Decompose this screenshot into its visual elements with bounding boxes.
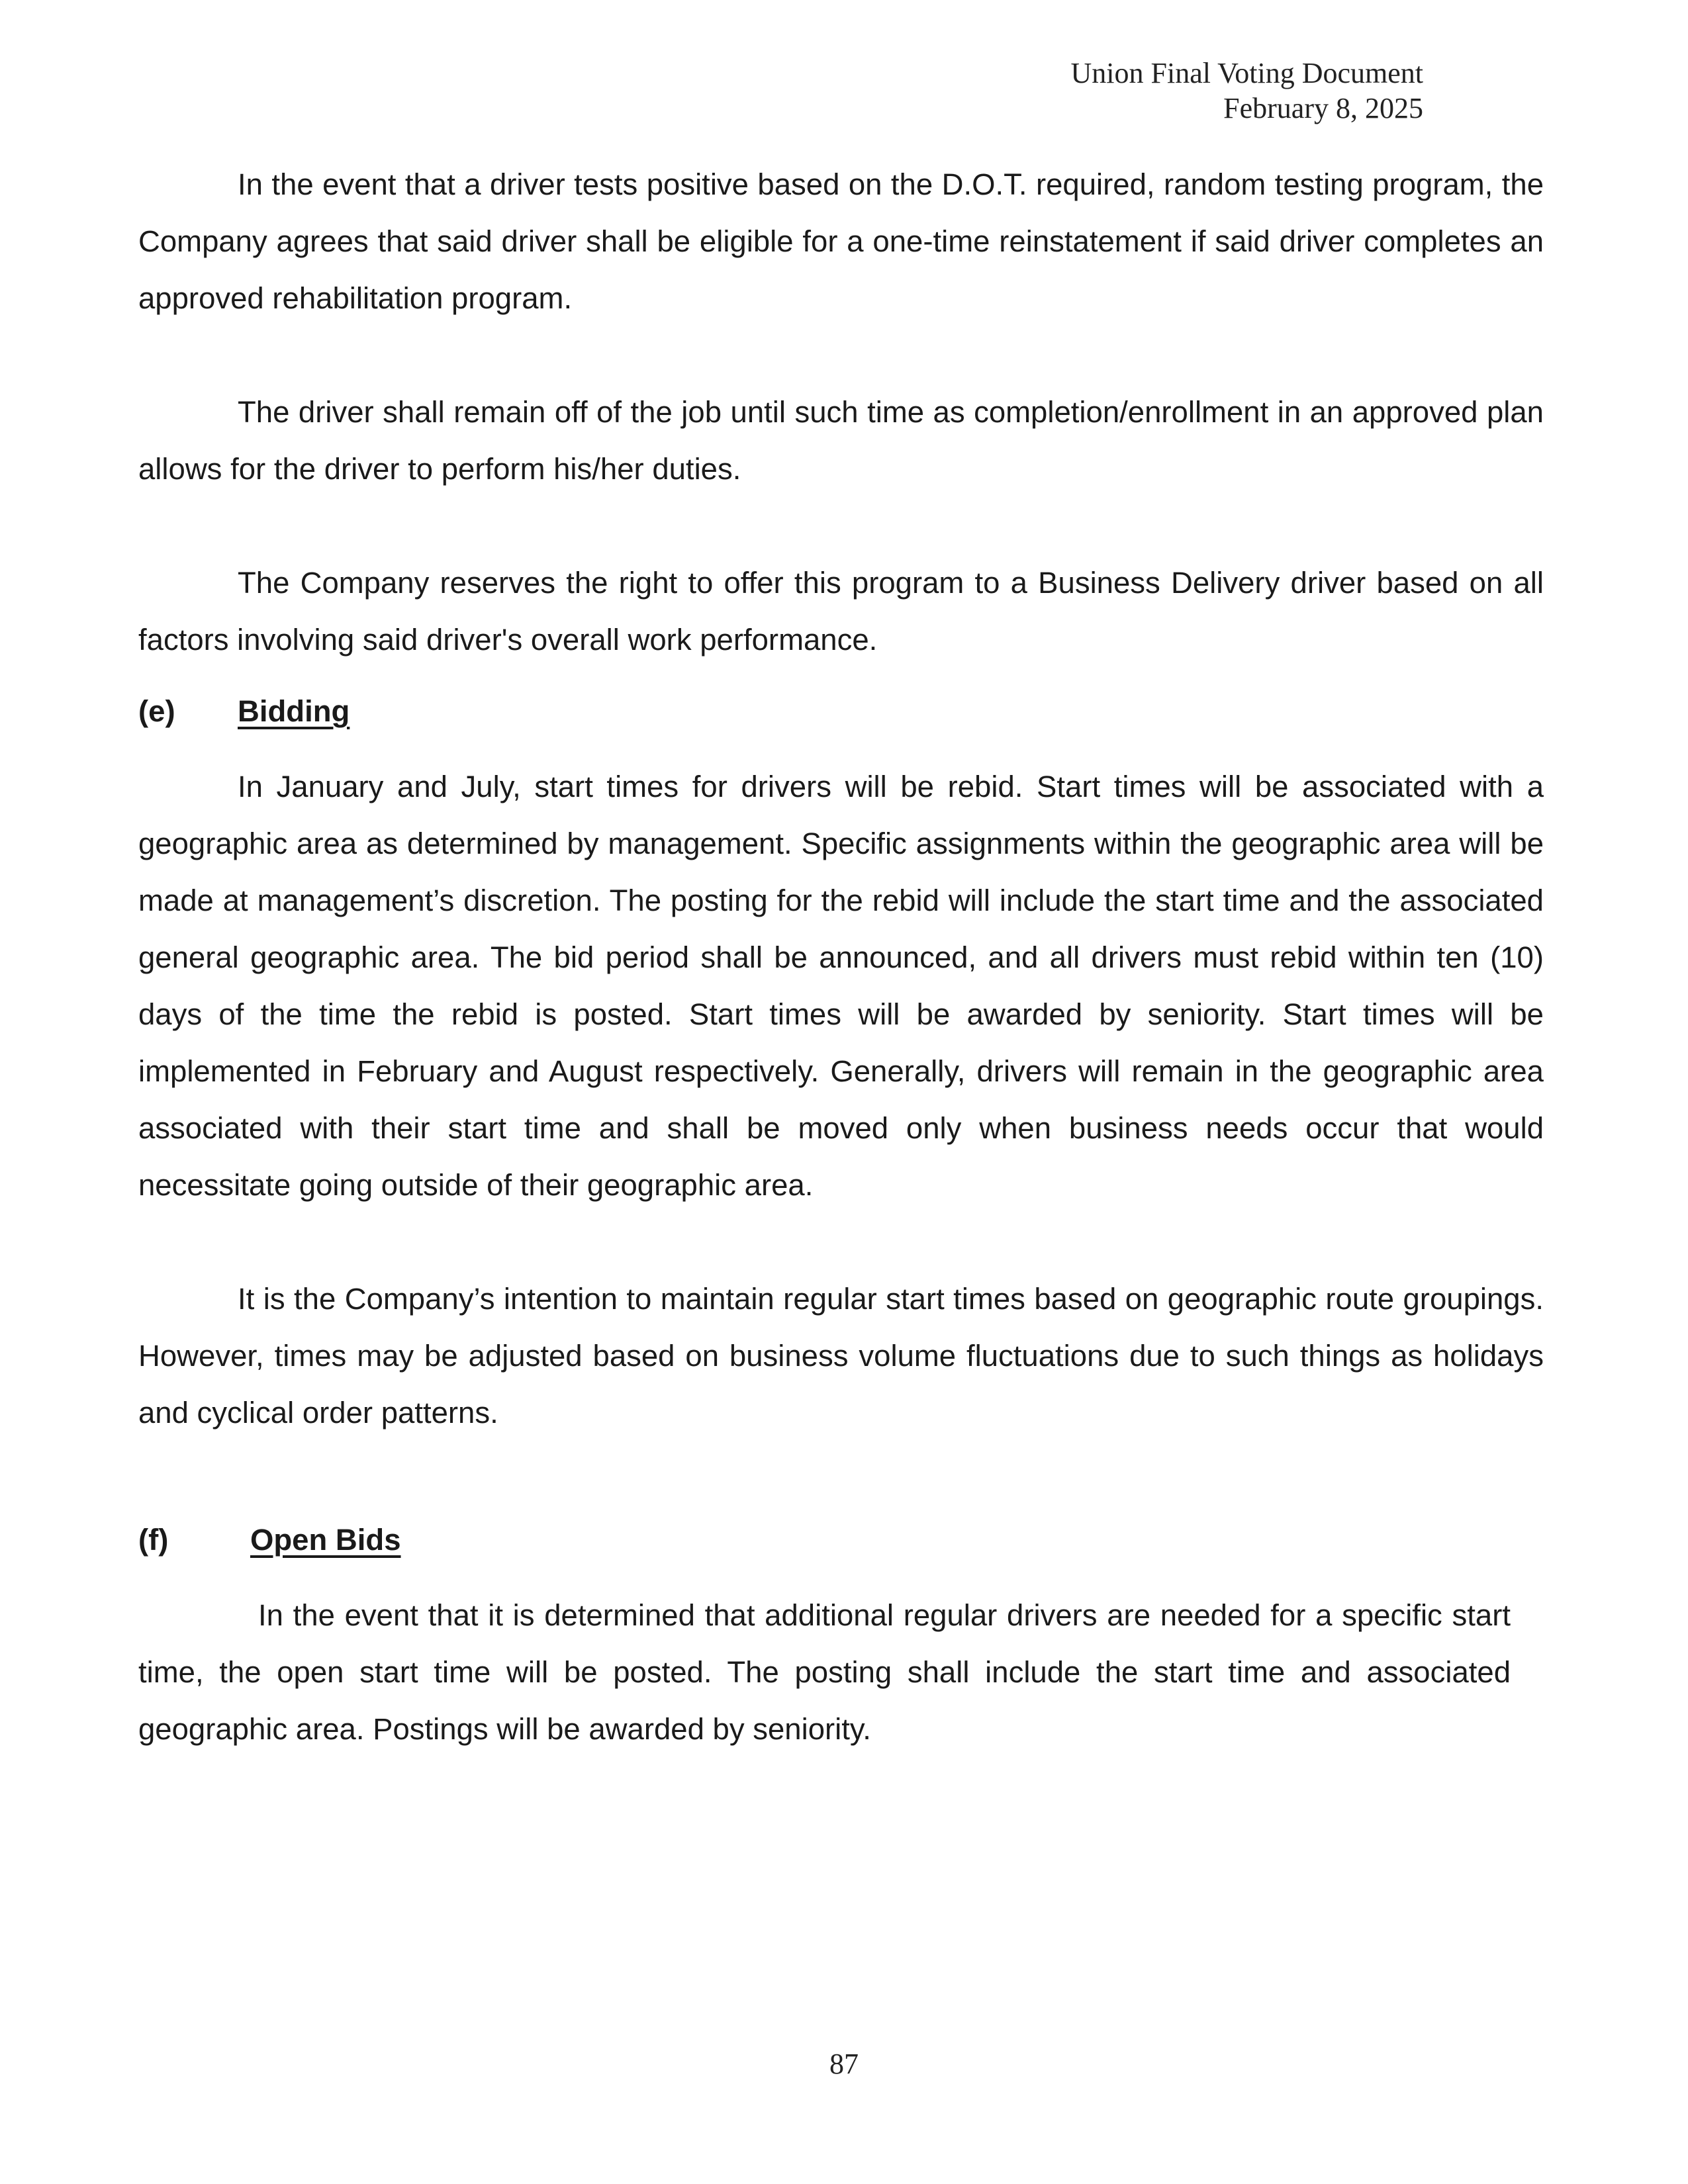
- paragraph-bidding-intention: It is the Company’s intention to maintain regular start times based on geographic route groupings. However, times may be adjusted based on business volume fluctuations due to such things as holidays and cyclical order patterns.: [138, 1282, 1544, 1430]
- section-title: Open Bids: [250, 1523, 401, 1557]
- paragraph-remain-off-job: The driver shall remain off of the job until such time as completion/enrollment in an approved plan allows for the driver to perform his/her duties.: [138, 395, 1544, 486]
- running-header: [1071, 56, 1424, 126]
- document-body: [138, 156, 1544, 1758]
- section-number: (f): [138, 1523, 169, 1557]
- section-title: Bidding: [238, 694, 350, 728]
- section-heading-open-bids: [138, 1512, 1544, 1569]
- section-number: (e): [138, 694, 175, 728]
- paragraph-open-bids: In the event that it is determined that additional regular drivers are needed for a specific start time, the open start time will be posted. The posting shall include the start time and associated geographic area. Postings will be awarded by seniority.: [138, 1598, 1511, 1746]
- section-heading-bidding: [138, 683, 1544, 740]
- paragraph-bidding-rebid: In January and July, start times for drivers will be rebid. Start times will be associated with a geographic area as determined by management. Specific assignments within the geographic area will be made at management’s discretion. The posting for the rebid will include the start time and the associated general geographic area. The bid period shall be announced, and all drivers must rebid within ten (10) days of the time the rebid is posted. Start times will be awarded by seniority. Start times will be implemented in February and August respectively. Generally, drivers will remain in the geographic area associated with their start time and shall be moved only when business needs occur that would necessitate going outside of their geographic area.: [138, 770, 1544, 1202]
- page-number: 87: [829, 2048, 859, 2080]
- header-date: February 8, 2025: [1223, 92, 1423, 124]
- header-document-title: Union Final Voting Document: [1070, 57, 1423, 89]
- paragraph-positive-test-reinstatement: In the event that a driver tests positive based on the D.O.T. required, random testing program, the Company agrees that said driver shall be eligible for a one-time reinstatement if said driver completes an approved rehabilitation program.: [138, 167, 1544, 315]
- paragraph-company-reserves-right: The Company reserves the right to offer this program to a Business Delivery driver based on all factors involving said driver's overall work performance.: [138, 566, 1544, 657]
